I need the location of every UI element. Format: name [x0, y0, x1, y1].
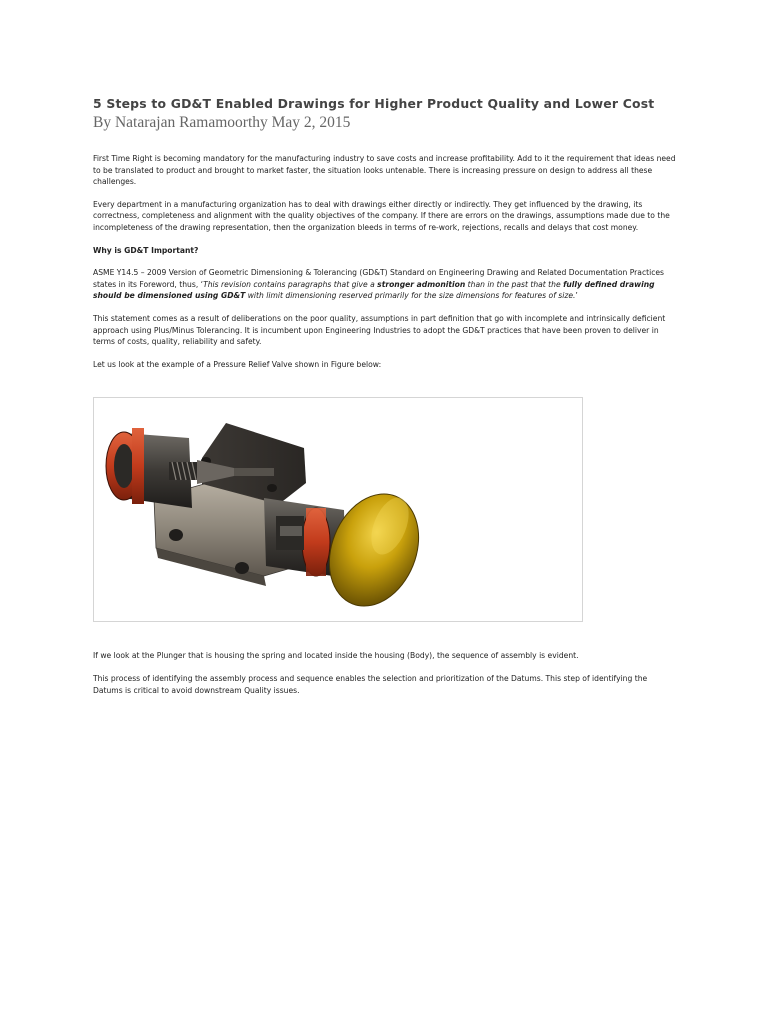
mounting-hole-1 [169, 529, 183, 541]
quote-bold-1: stronger admonition [377, 279, 466, 289]
quote-end: ’ [575, 291, 578, 301]
paragraph-datums: This process of identifying the assembly process and sequence enables the selection and prioritization of the Datums. This step of identifying the Datums is critical to avoid downstream Quality issues. [93, 673, 648, 695]
mounting-hole-2 [235, 562, 249, 574]
paragraph-intro: First Time Right is becoming mandatory for the manufacturing industry to save costs and increase profitability. Add to it the requirement that ideas need to be translated to product and brought to market faster, the situation looks untenable. There is increasing pressure on design to address all these challenges. [93, 154, 676, 187]
yellow-knob [313, 481, 434, 620]
pressure-relief-valve-image [94, 398, 582, 621]
article-title: 5 Steps to GD&T Enabled Drawings for Higher Product Quality and Lower Cost [93, 96, 655, 111]
valve-figure [93, 397, 583, 622]
article [93, 96, 678, 707]
paragraph-plunger: If we look at the Plunger that is housing the spring and located inside the housing (Body), the sequence of assembly is evident. [93, 651, 579, 661]
paragraph-departments: Every department in a manufacturing organization has to deal with drawings either directly or indirectly. They get influenced by the drawing, its correctness, completeness and alignment with the quality objectives of the company. If there are errors on the drawings, assumptions made due to the incompleteness of the drawing representation, then the organization bleeds in terms of re-work, rejections, recalls and delays that cost money. [93, 199, 670, 232]
quote-italic-3: with limit dimensioning reserved primarily for the size dimensions for features of size. [245, 291, 576, 301]
article-body [93, 153, 678, 696]
quote-bold-2: fully defined drawing should be dimensioned using GD&T [93, 279, 655, 301]
section-heading: Why is GD&T Important? [93, 245, 199, 255]
paragraph-deliberations: This statement comes as a result of deliberations on the poor quality, assumptions in part definition that go with incomplete and intrinsically deficient approach using Plus/Minus Tolerancing. It is incumbent upon Engineering Industries to adopt the GD&T practices that have been proven to deliver in terms of costs, quality, reliability and safety. [93, 313, 666, 347]
paragraph-asme-quote [93, 267, 678, 302]
quote-italic-1: This revision contains paragraphs that give a [203, 279, 378, 289]
paragraph-figure-intro: Let us look at the example of a Pressure Relief Valve shown in Figure below: [93, 359, 382, 369]
quote-lead: ASME Y14.5 – 2009 Version of Geometric Dimensioning & Tolerancing (GD&T) Standard on Engineering Drawing and Related Documentation Practices states in its Foreword, thus, ‘ [93, 268, 665, 289]
quote-italic-2: than in the past that the [465, 279, 564, 289]
article-byline: By Natarajan Ramamoorthy May 2, 2015 [93, 114, 351, 131]
